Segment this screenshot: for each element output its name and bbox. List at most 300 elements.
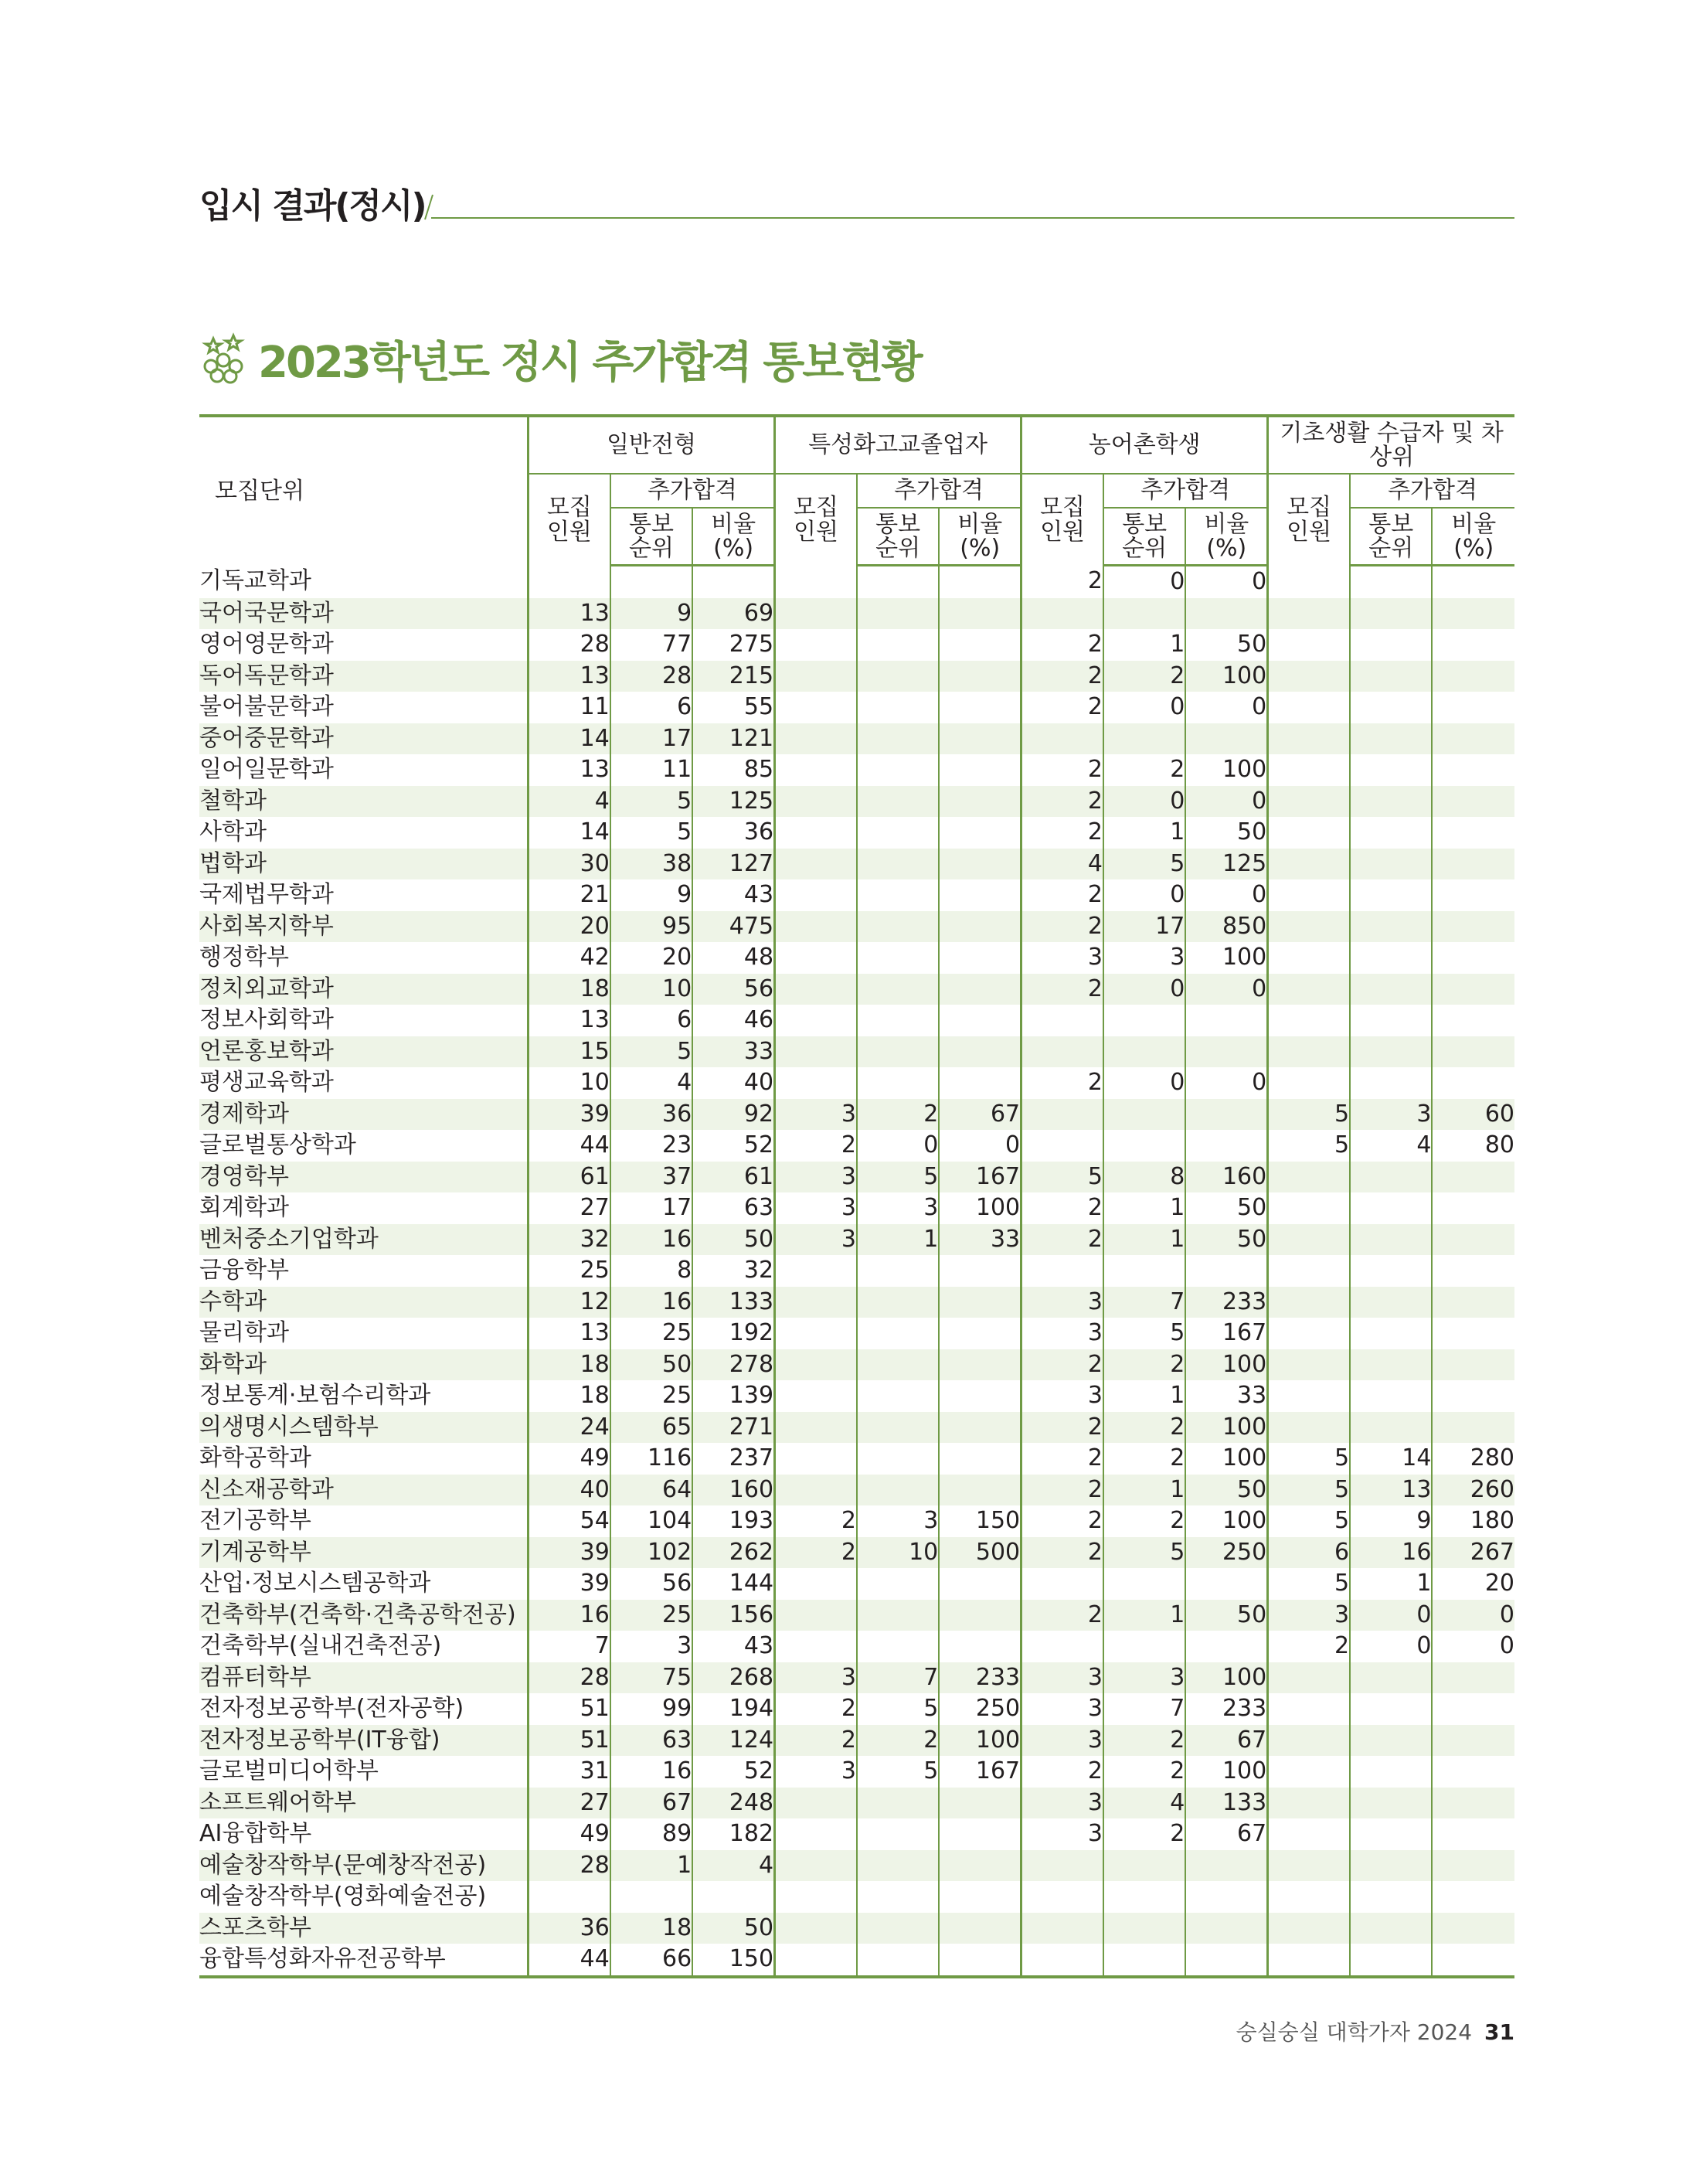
unit-name-cell: 철학과 — [199, 786, 528, 818]
low-income-recruit-cell — [1268, 1349, 1350, 1381]
rural-recruit-cell: 3 — [1021, 1725, 1103, 1757]
rural-recruit-cell: 2 — [1021, 786, 1103, 818]
general-notify-rank-cell: 11 — [610, 754, 692, 786]
low-income-notify-rank-cell — [1350, 817, 1432, 849]
rural-notify-rank-cell: 2 — [1103, 1725, 1185, 1757]
general-recruit-cell: 39 — [528, 1099, 610, 1131]
table-row — [199, 817, 1514, 849]
general-ratio-cell — [692, 566, 774, 598]
vocational-ratio-cell — [939, 629, 1021, 661]
low-income-recruit-cell — [1268, 661, 1350, 692]
general-notify-rank-cell: 36 — [610, 1099, 692, 1131]
rural-notify-rank-cell — [1103, 1036, 1185, 1068]
general-recruit-cell: 13 — [528, 1318, 610, 1349]
low-income-ratio-cell — [1432, 1287, 1514, 1318]
unit-column-header: 모집단위 — [199, 416, 528, 566]
rural-ratio-cell: 233 — [1185, 1693, 1267, 1725]
general-ratio-cell: 32 — [692, 1255, 774, 1287]
vocational-notify-rank-cell — [857, 1944, 939, 1977]
vocational-ratio-cell: 233 — [939, 1662, 1021, 1694]
extra-admit-header: 추가합격 — [1103, 474, 1268, 508]
rural-notify-rank-cell: 3 — [1103, 942, 1185, 974]
table-row — [199, 692, 1514, 723]
vocational-notify-rank-cell — [857, 1568, 939, 1600]
vocational-recruit-cell — [775, 566, 857, 598]
low-income-notify-rank-cell — [1350, 1662, 1432, 1694]
table-row — [199, 1568, 1514, 1600]
vocational-recruit-cell — [775, 1443, 857, 1475]
low-income-recruit-cell — [1268, 1255, 1350, 1287]
vocational-ratio-cell — [939, 1380, 1021, 1412]
vocational-recruit-cell — [775, 1850, 857, 1882]
table-row — [199, 1192, 1514, 1224]
rural-ratio-cell: 100 — [1185, 754, 1267, 786]
rural-notify-rank-cell: 0 — [1103, 692, 1185, 723]
low-income-ratio-cell — [1432, 566, 1514, 598]
vocational-notify-rank-cell: 3 — [857, 1192, 939, 1224]
general-ratio-cell: 50 — [692, 1913, 774, 1944]
general-notify-rank-cell: 16 — [610, 1287, 692, 1318]
vocational-recruit-cell — [775, 1788, 857, 1819]
low-income-notify-rank-cell: 13 — [1350, 1475, 1432, 1506]
general-recruit-cell: 13 — [528, 598, 610, 630]
rural-notify-rank-cell — [1103, 1568, 1185, 1600]
ratio-header: 비율(%) — [692, 508, 774, 566]
general-recruit-cell: 27 — [528, 1192, 610, 1224]
low-income-notify-rank-cell — [1350, 974, 1432, 1005]
unit-name-cell: 경영학부 — [199, 1162, 528, 1193]
low-income-ratio-cell: 180 — [1432, 1505, 1514, 1537]
table-row — [199, 1443, 1514, 1475]
rural-ratio-cell — [1185, 1005, 1267, 1036]
low-income-recruit-cell — [1268, 692, 1350, 723]
low-income-notify-rank-cell — [1350, 1349, 1432, 1381]
low-income-recruit-cell: 5 — [1268, 1443, 1350, 1475]
low-income-notify-rank-cell: 0 — [1350, 1631, 1432, 1662]
general-recruit-cell: 14 — [528, 723, 610, 755]
vocational-notify-rank-cell — [857, 629, 939, 661]
vocational-recruit-cell: 2 — [775, 1725, 857, 1757]
general-notify-rank-cell: 25 — [610, 1600, 692, 1631]
rural-ratio-cell: 100 — [1185, 942, 1267, 974]
vocational-recruit-cell — [775, 1255, 857, 1287]
general-recruit-cell: 30 — [528, 849, 610, 880]
low-income-recruit-cell — [1268, 879, 1350, 911]
general-recruit-cell: 18 — [528, 1380, 610, 1412]
vocational-recruit-cell — [775, 1818, 857, 1850]
low-income-recruit-cell — [1268, 1036, 1350, 1068]
vocational-recruit-cell — [775, 1349, 857, 1381]
vocational-recruit-cell — [775, 1913, 857, 1944]
general-notify-rank-cell: 18 — [610, 1913, 692, 1944]
low-income-recruit-cell — [1268, 1005, 1350, 1036]
rural-ratio-cell: 167 — [1185, 1318, 1267, 1349]
vocational-recruit-cell — [775, 1631, 857, 1662]
unit-name-cell: 언론홍보학과 — [199, 1036, 528, 1068]
vocational-notify-rank-cell: 2 — [857, 1725, 939, 1757]
low-income-notify-rank-cell: 1 — [1350, 1568, 1432, 1600]
vocational-notify-rank-cell — [857, 849, 939, 880]
general-ratio-cell: 43 — [692, 1631, 774, 1662]
general-ratio-cell: 139 — [692, 1380, 774, 1412]
low-income-ratio-cell: 260 — [1432, 1475, 1514, 1506]
general-notify-rank-cell: 8 — [610, 1255, 692, 1287]
vocational-ratio-cell — [939, 786, 1021, 818]
vocational-ratio-cell: 0 — [939, 1130, 1021, 1162]
low-income-ratio-cell — [1432, 1162, 1514, 1193]
vocational-notify-rank-cell — [857, 661, 939, 692]
vocational-notify-rank-cell — [857, 1005, 939, 1036]
table-row — [199, 1662, 1514, 1694]
general-recruit-cell: 13 — [528, 1005, 610, 1036]
general-ratio-cell: 150 — [692, 1944, 774, 1977]
vocational-recruit-cell — [775, 598, 857, 630]
rural-ratio-cell — [1185, 1881, 1267, 1913]
unit-name-cell: 평생교육학과 — [199, 1067, 528, 1099]
low-income-ratio-cell — [1432, 1913, 1514, 1944]
rural-notify-rank-cell: 1 — [1103, 1192, 1185, 1224]
low-income-ratio-cell — [1432, 1192, 1514, 1224]
general-notify-rank-cell: 3 — [610, 1631, 692, 1662]
rural-recruit-cell: 2 — [1021, 1443, 1103, 1475]
table-row — [199, 1944, 1514, 1977]
table-row — [199, 1412, 1514, 1444]
low-income-notify-rank-cell — [1350, 1913, 1432, 1944]
general-ratio-cell: 271 — [692, 1412, 774, 1444]
vocational-recruit-cell: 2 — [775, 1537, 857, 1569]
vocational-recruit-cell: 3 — [775, 1756, 857, 1788]
vocational-ratio-cell: 150 — [939, 1505, 1021, 1537]
rural-ratio-cell — [1185, 1631, 1267, 1662]
general-ratio-cell: 52 — [692, 1756, 774, 1788]
rural-notify-rank-cell: 2 — [1103, 754, 1185, 786]
vocational-ratio-cell — [939, 1913, 1021, 1944]
rural-recruit-cell: 2 — [1021, 1600, 1103, 1631]
general-recruit-cell: 18 — [528, 974, 610, 1005]
rural-recruit-cell: 3 — [1021, 1380, 1103, 1412]
vocational-ratio-cell — [939, 817, 1021, 849]
low-income-ratio-cell — [1432, 1380, 1514, 1412]
recruit-header: 모집 인원 — [546, 494, 592, 546]
general-recruit-cell: 49 — [528, 1818, 610, 1850]
general-notify-rank-cell: 25 — [610, 1380, 692, 1412]
rural-notify-rank-cell: 2 — [1103, 661, 1185, 692]
general-notify-rank-cell: 23 — [610, 1130, 692, 1162]
low-income-notify-rank-cell — [1350, 1224, 1432, 1256]
general-ratio-cell: 48 — [692, 942, 774, 974]
section-header — [199, 172, 1514, 226]
vocational-notify-rank-cell: 5 — [857, 1756, 939, 1788]
low-income-recruit-cell — [1268, 1662, 1350, 1694]
unit-name-cell: 전기공학부 — [199, 1505, 528, 1537]
table-row — [199, 1913, 1514, 1944]
unit-name-cell: 글로벌미디어학부 — [199, 1756, 528, 1788]
rural-ratio-cell: 160 — [1185, 1162, 1267, 1193]
extra-admit-header: 추가합격 — [1350, 474, 1514, 508]
rural-notify-rank-cell — [1103, 1130, 1185, 1162]
rural-notify-rank-cell: 7 — [1103, 1287, 1185, 1318]
vocational-recruit-cell — [775, 1568, 857, 1600]
low-income-ratio-cell — [1432, 1005, 1514, 1036]
rural-notify-rank-cell: 2 — [1103, 1443, 1185, 1475]
general-notify-rank-cell: 5 — [610, 1036, 692, 1068]
rural-recruit-cell — [1021, 1036, 1103, 1068]
vocational-ratio-cell — [939, 723, 1021, 755]
general-recruit-cell: 10 — [528, 1067, 610, 1099]
general-ratio-cell: 121 — [692, 723, 774, 755]
general-notify-rank-cell: 5 — [610, 817, 692, 849]
general-recruit-cell: 54 — [528, 1505, 610, 1537]
low-income-ratio-cell — [1432, 786, 1514, 818]
vocational-recruit-cell: 3 — [775, 1662, 857, 1694]
rural-recruit-cell — [1021, 598, 1103, 630]
general-ratio-cell: 475 — [692, 911, 774, 943]
rural-notify-rank-cell: 2 — [1103, 1756, 1185, 1788]
rural-recruit-cell: 3 — [1021, 1662, 1103, 1694]
vocational-notify-rank-cell — [857, 1600, 939, 1631]
vocational-notify-rank-cell — [857, 911, 939, 943]
table-row — [199, 1818, 1514, 1850]
general-notify-rank-cell: 67 — [610, 1788, 692, 1819]
unit-name-cell: 법학과 — [199, 849, 528, 880]
low-income-ratio-cell — [1432, 879, 1514, 911]
low-income-recruit-cell: 5 — [1268, 1475, 1350, 1506]
low-income-recruit-cell: 5 — [1268, 1130, 1350, 1162]
vocational-recruit-cell — [775, 692, 857, 723]
unit-name-cell: 불어불문학과 — [199, 692, 528, 723]
vocational-notify-rank-cell: 3 — [857, 1505, 939, 1537]
vocational-ratio-cell — [939, 879, 1021, 911]
general-recruit-cell: 28 — [528, 1662, 610, 1694]
rural-recruit-cell: 3 — [1021, 942, 1103, 974]
rural-notify-rank-cell: 8 — [1103, 1162, 1185, 1193]
unit-name-cell: AI융합학부 — [199, 1818, 528, 1850]
table-row — [199, 661, 1514, 692]
table-row — [199, 974, 1514, 1005]
rural-ratio-cell: 100 — [1185, 661, 1267, 692]
rural-ratio-cell: 100 — [1185, 1505, 1267, 1537]
vocational-notify-rank-cell — [857, 1255, 939, 1287]
general-notify-rank-cell: 16 — [610, 1224, 692, 1256]
rural-recruit-cell: 3 — [1021, 1818, 1103, 1850]
low-income-ratio-cell — [1432, 1818, 1514, 1850]
vocational-recruit-cell — [775, 1318, 857, 1349]
low-income-notify-rank-cell — [1350, 566, 1432, 598]
vocational-ratio-cell — [939, 1349, 1021, 1381]
general-notify-rank-cell — [610, 1881, 692, 1913]
low-income-ratio-cell — [1432, 942, 1514, 974]
vocational-recruit-cell — [775, 1881, 857, 1913]
general-ratio-cell: 56 — [692, 974, 774, 1005]
recruit-header: 모집 인원 — [1287, 494, 1332, 546]
rural-recruit-cell: 2 — [1021, 1537, 1103, 1569]
low-income-notify-rank-cell — [1350, 1850, 1432, 1882]
low-income-notify-rank-cell: 14 — [1350, 1443, 1432, 1475]
low-income-notify-rank-cell — [1350, 661, 1432, 692]
unit-name-cell: 사학과 — [199, 817, 528, 849]
rural-notify-rank-cell — [1103, 1881, 1185, 1913]
vocational-ratio-cell — [939, 1318, 1021, 1349]
low-income-recruit-cell: 2 — [1268, 1631, 1350, 1662]
rural-notify-rank-cell: 5 — [1103, 1537, 1185, 1569]
low-income-recruit-cell — [1268, 723, 1350, 755]
general-recruit-cell: 28 — [528, 629, 610, 661]
vocational-notify-rank-cell — [857, 1913, 939, 1944]
rural-notify-rank-cell — [1103, 1255, 1185, 1287]
low-income-ratio-cell — [1432, 1881, 1514, 1913]
vocational-recruit-cell — [775, 1380, 857, 1412]
unit-name-cell: 정치외교학과 — [199, 974, 528, 1005]
general-ratio-cell: 69 — [692, 598, 774, 630]
unit-name-cell: 컴퓨터학부 — [199, 1662, 528, 1694]
vocational-notify-rank-cell — [857, 786, 939, 818]
unit-name-cell: 수학과 — [199, 1287, 528, 1318]
table-row — [199, 723, 1514, 755]
rural-recruit-cell: 2 — [1021, 974, 1103, 1005]
rural-recruit-cell: 2 — [1021, 754, 1103, 786]
table-row — [199, 1850, 1514, 1882]
general-ratio-cell: 124 — [692, 1725, 774, 1757]
vocational-ratio-cell: 167 — [939, 1756, 1021, 1788]
general-ratio-cell: 268 — [692, 1662, 774, 1694]
general-recruit-cell: 15 — [528, 1036, 610, 1068]
general-notify-rank-cell: 1 — [610, 1850, 692, 1882]
vocational-notify-rank-cell — [857, 942, 939, 974]
low-income-recruit-cell — [1268, 1881, 1350, 1913]
rural-ratio-cell: 0 — [1185, 879, 1267, 911]
low-income-recruit-cell — [1268, 1944, 1350, 1977]
unit-name-cell: 금융학부 — [199, 1255, 528, 1287]
rural-recruit-cell: 5 — [1021, 1162, 1103, 1193]
general-ratio-cell: 192 — [692, 1318, 774, 1349]
low-income-notify-rank-cell — [1350, 942, 1432, 974]
general-ratio-cell: 156 — [692, 1600, 774, 1631]
low-income-ratio-cell — [1432, 723, 1514, 755]
rural-notify-rank-cell: 5 — [1103, 1318, 1185, 1349]
vocational-notify-rank-cell — [857, 1443, 939, 1475]
notify-rank-header: 통보 순위 — [610, 508, 692, 566]
unit-name-cell: 의생명시스템학부 — [199, 1412, 528, 1444]
rural-recruit-cell: 2 — [1021, 1224, 1103, 1256]
general-notify-rank-cell: 37 — [610, 1162, 692, 1193]
general-ratio-cell: 133 — [692, 1287, 774, 1318]
low-income-notify-rank-cell — [1350, 1162, 1432, 1193]
rural-notify-rank-cell — [1103, 1005, 1185, 1036]
low-income-recruit-cell — [1268, 629, 1350, 661]
section-title: 입시 결과(정시) — [199, 186, 426, 226]
low-income-recruit-cell — [1268, 1725, 1350, 1757]
rural-notify-rank-cell — [1103, 1850, 1185, 1882]
rural-ratio-cell: 100 — [1185, 1662, 1267, 1694]
vocational-notify-rank-cell — [857, 879, 939, 911]
low-income-ratio-cell — [1432, 1224, 1514, 1256]
vocational-notify-rank-cell — [857, 1380, 939, 1412]
low-income-recruit-cell: 3 — [1268, 1600, 1350, 1631]
rural-recruit-cell — [1021, 1944, 1103, 1977]
low-income-notify-rank-cell — [1350, 911, 1432, 943]
general-recruit-cell: 20 — [528, 911, 610, 943]
general-ratio-cell: 278 — [692, 1349, 774, 1381]
unit-name-cell: 영어영문학과 — [199, 629, 528, 661]
low-income-recruit-cell: 5 — [1268, 1568, 1350, 1600]
unit-name-cell: 건축학부(실내건축전공) — [199, 1631, 528, 1662]
rural-recruit-cell: 2 — [1021, 879, 1103, 911]
table-row — [199, 849, 1514, 880]
general-notify-rank-cell: 102 — [610, 1537, 692, 1569]
vocational-recruit-cell — [775, 723, 857, 755]
vocational-recruit-cell — [775, 629, 857, 661]
vocational-notify-rank-cell — [857, 598, 939, 630]
rural-recruit-cell — [1021, 1568, 1103, 1600]
rural-ratio-cell: 50 — [1185, 629, 1267, 661]
rural-ratio-cell: 850 — [1185, 911, 1267, 943]
vocational-ratio-cell: 500 — [939, 1537, 1021, 1569]
low-income-recruit-cell — [1268, 754, 1350, 786]
general-ratio-cell: 61 — [692, 1162, 774, 1193]
rural-ratio-cell — [1185, 1850, 1267, 1882]
vocational-notify-rank-cell: 1 — [857, 1224, 939, 1256]
rural-notify-rank-cell: 2 — [1103, 1818, 1185, 1850]
rural-recruit-cell: 2 — [1021, 1475, 1103, 1506]
general-recruit-cell: 4 — [528, 786, 610, 818]
table-row — [199, 942, 1514, 974]
low-income-recruit-cell — [1268, 1818, 1350, 1850]
general-notify-rank-cell: 50 — [610, 1349, 692, 1381]
unit-name-cell: 중어중문학과 — [199, 723, 528, 755]
general-ratio-cell: 262 — [692, 1537, 774, 1569]
group-header-general: 일반전형 — [528, 416, 774, 474]
unit-name-cell: 정보사회학과 — [199, 1005, 528, 1036]
general-notify-rank-cell: 89 — [610, 1818, 692, 1850]
vocational-recruit-cell — [775, 661, 857, 692]
rural-notify-rank-cell: 5 — [1103, 849, 1185, 880]
vocational-notify-rank-cell — [857, 1788, 939, 1819]
unit-name-cell: 기계공학부 — [199, 1537, 528, 1569]
general-ratio-cell: 194 — [692, 1693, 774, 1725]
table-row — [199, 1881, 1514, 1913]
vocational-ratio-cell — [939, 1600, 1021, 1631]
low-income-notify-rank-cell — [1350, 1255, 1432, 1287]
general-notify-rank-cell: 99 — [610, 1693, 692, 1725]
unit-name-cell: 글로벌통상학과 — [199, 1130, 528, 1162]
low-income-notify-rank-cell — [1350, 1788, 1432, 1819]
low-income-notify-rank-cell — [1350, 849, 1432, 880]
rural-notify-rank-cell: 0 — [1103, 879, 1185, 911]
general-recruit-cell: 13 — [528, 754, 610, 786]
vocational-notify-rank-cell — [857, 1818, 939, 1850]
unit-name-cell: 독어독문학과 — [199, 661, 528, 692]
rural-ratio-cell: 0 — [1185, 974, 1267, 1005]
rural-notify-rank-cell: 2 — [1103, 1349, 1185, 1381]
general-ratio-cell: 248 — [692, 1788, 774, 1819]
vocational-notify-rank-cell — [857, 1036, 939, 1068]
rural-notify-rank-cell: 2 — [1103, 1505, 1185, 1537]
low-income-ratio-cell — [1432, 974, 1514, 1005]
low-income-recruit-cell — [1268, 1162, 1350, 1193]
vocational-recruit-cell — [775, 879, 857, 911]
low-income-notify-rank-cell — [1350, 879, 1432, 911]
vocational-notify-rank-cell — [857, 1412, 939, 1444]
vocational-notify-rank-cell — [857, 1631, 939, 1662]
general-notify-rank-cell: 17 — [610, 723, 692, 755]
unit-name-cell: 건축학부(건축학·건축공학전공) — [199, 1600, 528, 1631]
rural-recruit-cell: 3 — [1021, 1693, 1103, 1725]
table-heading: 2023학년도 정시 추가합격 통보현황 — [258, 338, 921, 388]
vocational-ratio-cell — [939, 1881, 1021, 1913]
general-recruit-cell: 24 — [528, 1412, 610, 1444]
rural-ratio-cell: 0 — [1185, 1067, 1267, 1099]
general-recruit-cell: 11 — [528, 692, 610, 723]
